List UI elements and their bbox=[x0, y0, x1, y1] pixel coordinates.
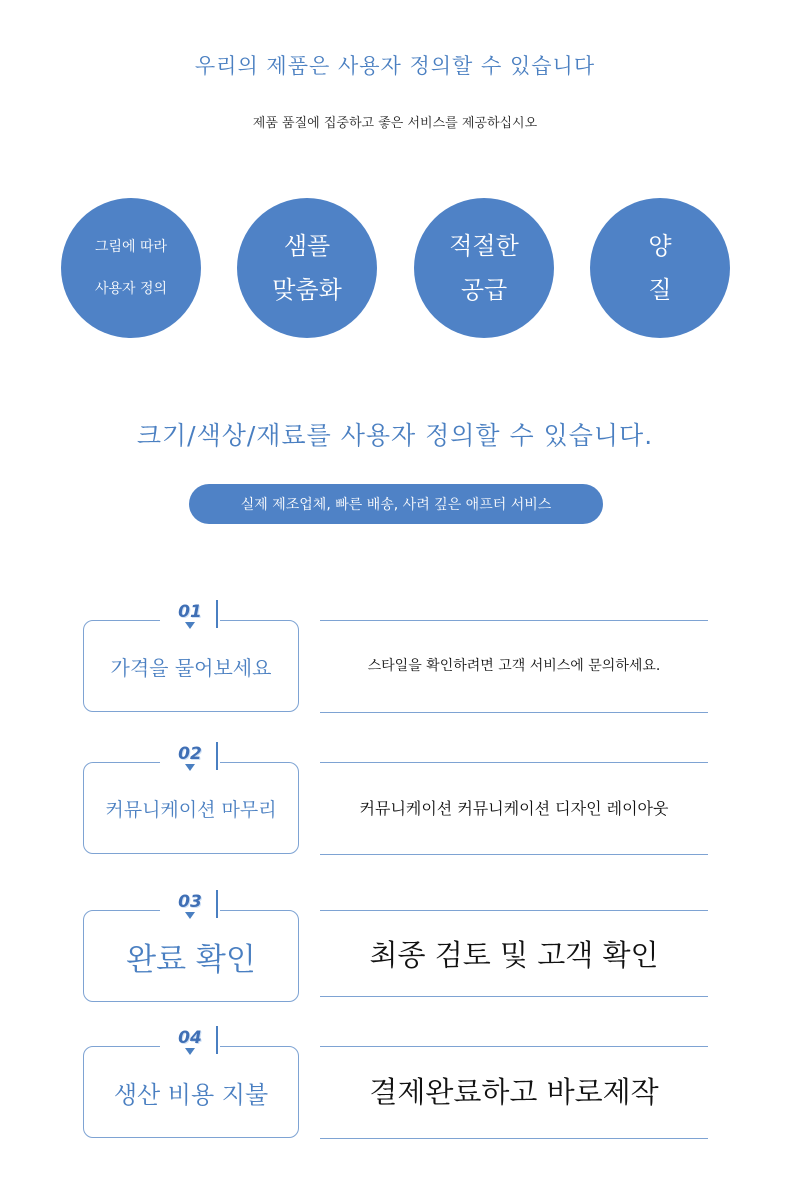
feature-line: 그림에 따라 bbox=[94, 239, 168, 255]
service-pill: 실제 제조업체, 빠른 배송, 사려 깊은 애프터 서비스 bbox=[189, 484, 603, 524]
step-line-bottom bbox=[320, 854, 708, 855]
step-label: 완료 확인 bbox=[126, 941, 256, 978]
step-number: 02 bbox=[178, 744, 202, 764]
arrow-down-icon bbox=[185, 622, 195, 629]
step-number-badge bbox=[160, 602, 220, 630]
step-line-bottom bbox=[320, 1138, 708, 1139]
step-line-bottom bbox=[320, 996, 708, 997]
page-subtitle: 제품 품질에 집중하고 좋은 서비스를 제공하십시오 bbox=[252, 116, 538, 131]
step-label: 커뮤니케이션 마무리 bbox=[105, 798, 277, 821]
feature-line: 질 bbox=[648, 276, 672, 304]
feature-circle-supply bbox=[414, 198, 554, 338]
step-number: 04 bbox=[178, 1028, 202, 1048]
step-description: 결제완료하고 바로제작 bbox=[369, 1075, 659, 1109]
feature-line: 샘플 bbox=[283, 232, 331, 260]
feature-circle-sample bbox=[237, 198, 377, 338]
step-box-3 bbox=[83, 910, 299, 1002]
step-number-badge bbox=[160, 1028, 220, 1056]
step-number-badge bbox=[160, 744, 220, 772]
step-line-top bbox=[320, 910, 708, 911]
step-box-2 bbox=[83, 762, 299, 854]
feature-circle-custom-drawing bbox=[61, 198, 201, 338]
step-box-4 bbox=[83, 1046, 299, 1138]
step-description: 스타일을 확인하려면 고객 서비스에 문의하세요. bbox=[367, 658, 661, 674]
feature-line: 공급 bbox=[460, 276, 508, 304]
page-title: 우리의 제품은 사용자 정의할 수 있습니다 bbox=[194, 54, 596, 78]
step-description: 커뮤니케이션 커뮤니케이션 디자인 레이아웃 bbox=[359, 799, 669, 818]
feature-line: 맞춤화 bbox=[272, 276, 342, 304]
feature-circle-quality bbox=[590, 198, 730, 338]
step-divider bbox=[216, 742, 218, 770]
feature-line: 양 bbox=[648, 232, 672, 260]
step-box-1 bbox=[83, 620, 299, 712]
step-divider bbox=[216, 600, 218, 628]
step-line-top bbox=[320, 1046, 708, 1047]
step-divider bbox=[216, 890, 218, 918]
step-label: 가격을 물어보세요 bbox=[110, 655, 272, 680]
arrow-down-icon bbox=[185, 1048, 195, 1055]
step-number: 01 bbox=[178, 602, 202, 622]
step-number: 03 bbox=[178, 892, 202, 912]
section-heading: 크기/색상/재료를 사용자 정의할 수 있습니다. bbox=[136, 421, 654, 450]
step-line-bottom bbox=[320, 712, 708, 713]
step-line-top bbox=[320, 620, 708, 621]
step-label: 생산 비용 지불 bbox=[113, 1080, 269, 1109]
step-number-badge bbox=[160, 892, 220, 920]
step-line-top bbox=[320, 762, 708, 763]
feature-line: 사용자 정의 bbox=[94, 281, 168, 297]
feature-line: 적절한 bbox=[449, 232, 519, 260]
arrow-down-icon bbox=[185, 764, 195, 771]
arrow-down-icon bbox=[185, 912, 195, 919]
step-divider bbox=[216, 1026, 218, 1054]
step-description: 최종 검토 및 고객 확인 bbox=[369, 938, 659, 972]
